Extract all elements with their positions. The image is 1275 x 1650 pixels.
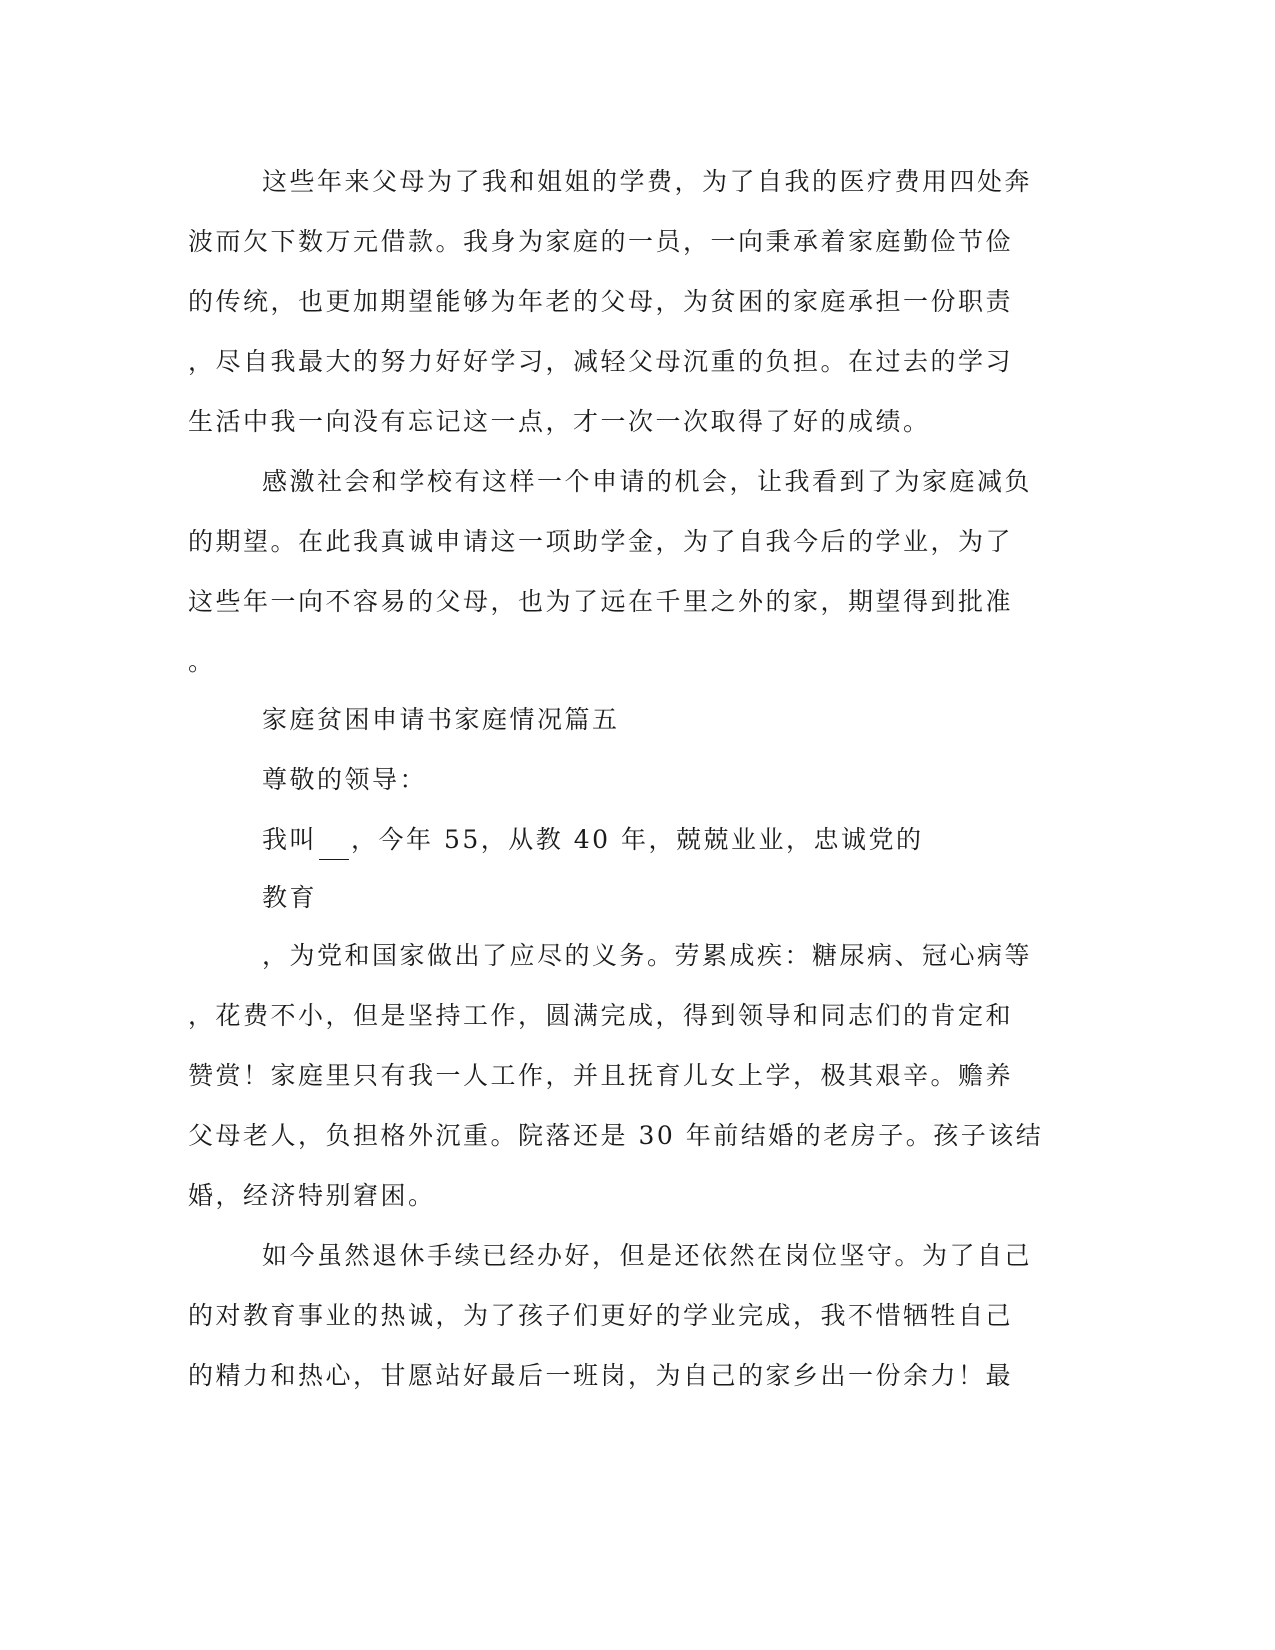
paragraph-line: 的期望。在此我真诚申请这一项助学金，为了自我今后的学业，为了 — [188, 527, 1014, 556]
paragraph-line: 。 — [188, 647, 216, 676]
paragraph-line: ，尽自我最大的努力好好学习，减轻父母沉重的负担。在过去的学习 — [188, 347, 1014, 376]
paragraph-line: 赞赏！家庭里只有我一人工作，并且抚育儿女上学，极其艰辛。赡养 — [188, 1061, 1014, 1090]
paragraph-line: 感激社会和学校有这样一个申请的机会，让我看到了为家庭减负 — [262, 467, 1033, 496]
name-blank — [319, 831, 349, 860]
paragraph-line: 的传统，也更加期望能够为年老的父母，为贫困的家庭承担一份职责 — [188, 287, 1014, 316]
intro-word: 教育 — [262, 883, 318, 912]
section-title: 家庭贫困申请书家庭情况篇五 — [262, 705, 620, 734]
paragraph-line: 这些年一向不容易的父母，也为了远在千里之外的家，期望得到批准 — [188, 587, 1014, 616]
paragraph-line: 的对教育事业的热诚，为了孩子们更好的学业完成，我不惜牺牲自己 — [188, 1301, 1014, 1330]
paragraph-line: ，花费不小，但是坚持工作，圆满完成，得到领导和同志们的肯定和 — [188, 1001, 1014, 1030]
paragraph-line: 生活中我一向没有忘记这一点，才一次一次取得了好的成绩。 — [188, 407, 931, 436]
paragraph-line: 父母老人，负担格外沉重。院落还是 30 年前结婚的老房子。孩子该结 — [188, 1121, 1044, 1150]
paragraph-line: 的精力和热心，甘愿站好最后一班岗，为自己的家乡出一份余力！最 — [188, 1361, 1014, 1390]
intro-line — [262, 820, 923, 860]
paragraph-line: ，为党和国家做出了应尽的义务。劳累成疾：糖尿病、冠心病等 — [262, 941, 1033, 970]
paragraph-line: 如今虽然退休手续已经办好，但是还依然在岗位坚守。为了自己 — [262, 1241, 1033, 1270]
intro-before-blank: 我叫 — [262, 825, 318, 854]
paragraph-line: 这些年来父母为了我和姐姐的学费，为了自我的医疗费用四处奔 — [262, 167, 1033, 196]
intro-after-blank: ，今年 55，从教 40 年，兢兢业业，忠诚党的 — [351, 825, 924, 854]
salutation: 尊敬的领导： — [262, 765, 428, 794]
paragraph-line: 波而欠下数万元借款。我身为家庭的一员，一向秉承着家庭勤俭节俭 — [188, 227, 1014, 256]
paragraph-line: 婚，经济特别窘困。 — [188, 1181, 436, 1210]
